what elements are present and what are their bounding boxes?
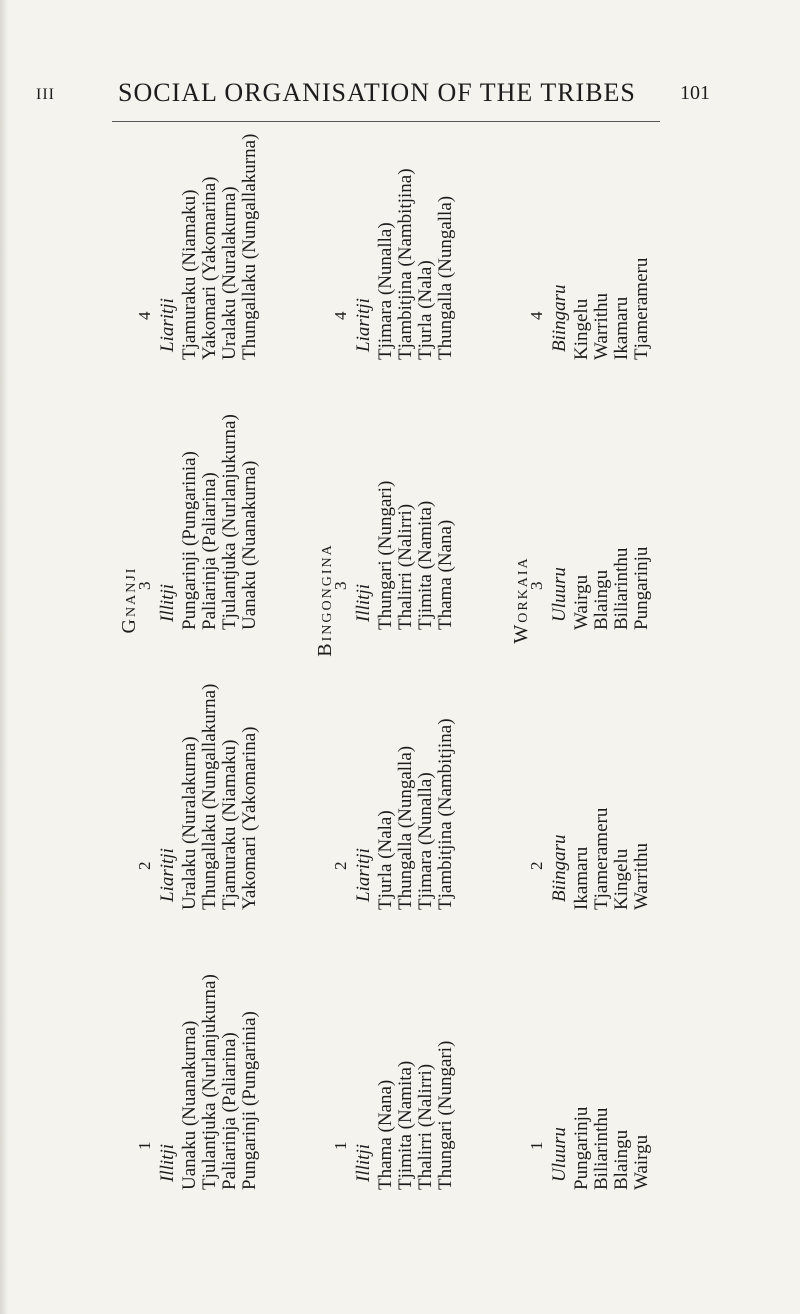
subsection-entry: Thalirri (Nalirri): [415, 1063, 436, 1190]
tribe-name: Gnanji: [118, 566, 140, 634]
subsection-entry: Thungari (Nungari): [435, 1040, 456, 1190]
subsection-entry: Tjurla (Nala): [375, 810, 396, 910]
column-heading: Liaritji: [157, 298, 178, 352]
chapter-number: III: [36, 86, 55, 103]
class-column: [526, 650, 652, 910]
column-heading: Illitji: [157, 584, 178, 622]
subsection-entry: Wairgu: [631, 1134, 652, 1190]
column-heading: Biingaru: [549, 284, 570, 352]
class-column: [134, 650, 260, 910]
column-number: 3: [135, 581, 154, 590]
column-heading: Illitji: [353, 584, 374, 622]
subsection-entry: Thungallaku (Nungallakurna): [199, 683, 220, 910]
subsection-entry: Wairgu: [571, 574, 592, 630]
column-number: 4: [135, 311, 154, 320]
column-number: 2: [331, 861, 350, 870]
column-number: 3: [331, 581, 350, 590]
running-title: SOCIAL ORGANISATION OF THE TRIBES: [118, 78, 636, 107]
subsection-entry: Tjulantjuka (Nurlanjukurna): [199, 974, 220, 1190]
subsection-entry: Pungarinju: [631, 546, 652, 630]
subsection-entry: Thungalla (Nungalla): [435, 195, 456, 360]
subsection-entry: Tjurla (Nala): [415, 260, 436, 360]
class-column: [526, 370, 652, 630]
subsection-entry: Uralaku (Nuralakurna): [219, 186, 240, 360]
subsection-entry: Tjimara (Nunalla): [375, 222, 396, 360]
class-column: [134, 930, 260, 1190]
subsection-entry: Warrithu: [631, 842, 652, 910]
class-column: [134, 370, 260, 630]
subsection-entry: Uanaku (Nuanakurna): [239, 460, 260, 630]
subsection-entry: Yakomari (Yakomarina): [239, 726, 260, 910]
column-number: 4: [331, 311, 350, 320]
subsection-entry: Tjameramеru: [631, 257, 652, 360]
subsection-entry: Tjameramеru: [591, 807, 612, 910]
subsection-entry: Warrithu: [591, 292, 612, 360]
column-number: 1: [135, 1141, 154, 1150]
subsection-entry: Tjambitjina (Nambitjina): [395, 168, 416, 360]
class-column: [330, 650, 456, 910]
tribe-block-workaia: [510, 120, 710, 1190]
subsection-entry: Yakomari (Yakomarina): [199, 176, 220, 360]
subsection-entry: Ikamaru: [571, 846, 592, 910]
class-column: [330, 370, 456, 630]
subsection-entry: Tjamuraku (Niamaku): [219, 739, 240, 910]
subsection-entry: Tjimita (Namita): [395, 1060, 416, 1190]
class-column: [526, 100, 652, 360]
subsection-entry: Biliarinthu: [611, 547, 632, 630]
subsection-entry: Tjulantjuka (Nurlanjukurna): [219, 414, 240, 630]
subsection-entry: Uralaku (Nuralakurna): [179, 736, 200, 910]
column-heading: Uluuru: [549, 567, 570, 622]
subsection-entry: Blaingu: [611, 1129, 632, 1190]
column-number: 4: [527, 311, 546, 320]
class-column: [134, 100, 260, 360]
subsection-entry: Paliarinja (Paliarina): [219, 1032, 240, 1190]
column-heading: Illitji: [353, 1144, 374, 1182]
subsection-entry: Ikamaru: [611, 296, 632, 360]
subsection-entry: Thama (Nana): [375, 1079, 396, 1190]
tribe-block-gnanji: [118, 120, 318, 1190]
subsection-entry: Biliarinthu: [591, 1107, 612, 1190]
subsection-entry: Paliarinja (Paliarina): [199, 472, 220, 630]
tribe-block-bingongina: [314, 120, 514, 1190]
column-heading: Liaritji: [157, 848, 178, 902]
scan-edge-shadow: [0, 0, 8, 1314]
subsection-entry: Tjimita (Namita): [415, 500, 436, 630]
subsection-entry: Uanaku (Nuanakurna): [179, 1020, 200, 1190]
column-heading: Uluuru: [549, 1127, 570, 1182]
class-column: [330, 100, 456, 360]
class-column: [330, 930, 456, 1190]
subsection-entry: Tjimara (Nunalla): [415, 772, 436, 910]
subsection-entry: Tjamuraku (Niamaku): [179, 189, 200, 360]
subsection-entry: Blaingu: [591, 569, 612, 630]
column-heading: Illitji: [157, 1144, 178, 1182]
rotated-table: [118, 120, 718, 1190]
subsection-entry: Pungarinju: [571, 1106, 592, 1190]
column-heading: Liaritji: [353, 848, 374, 902]
column-number: 2: [135, 861, 154, 870]
subsection-entry: Thungari (Nungari): [375, 480, 396, 630]
column-heading: Biingaru: [549, 834, 570, 902]
tribe-name: Workaia: [510, 556, 532, 644]
subsection-entry: Tjambitjina (Nambitjina): [435, 718, 456, 910]
subsection-entry: Pungarinji (Pungarinia): [179, 451, 200, 630]
subsection-entry: Kingelu: [571, 298, 592, 360]
subsection-entry: Thungalla (Nungalla): [395, 745, 416, 910]
column-number: 1: [527, 1141, 546, 1150]
page-number: 101: [680, 82, 710, 104]
subsection-entry: Pungarinji (Pungarinia): [239, 1011, 260, 1190]
subsection-entry: Thalirri (Nalirri): [395, 503, 416, 630]
column-heading: Liaritji: [353, 298, 374, 352]
subsection-entry: Kingelu: [611, 848, 632, 910]
class-column: [526, 930, 652, 1190]
subsection-entry: Thungallaku (Nungallakurna): [239, 133, 260, 360]
tribe-name: Bingongina: [314, 543, 336, 657]
column-number: 2: [527, 861, 546, 870]
subsection-entry: Thama (Nana): [435, 519, 456, 630]
column-number: 3: [527, 581, 546, 590]
column-number: 1: [331, 1141, 350, 1150]
